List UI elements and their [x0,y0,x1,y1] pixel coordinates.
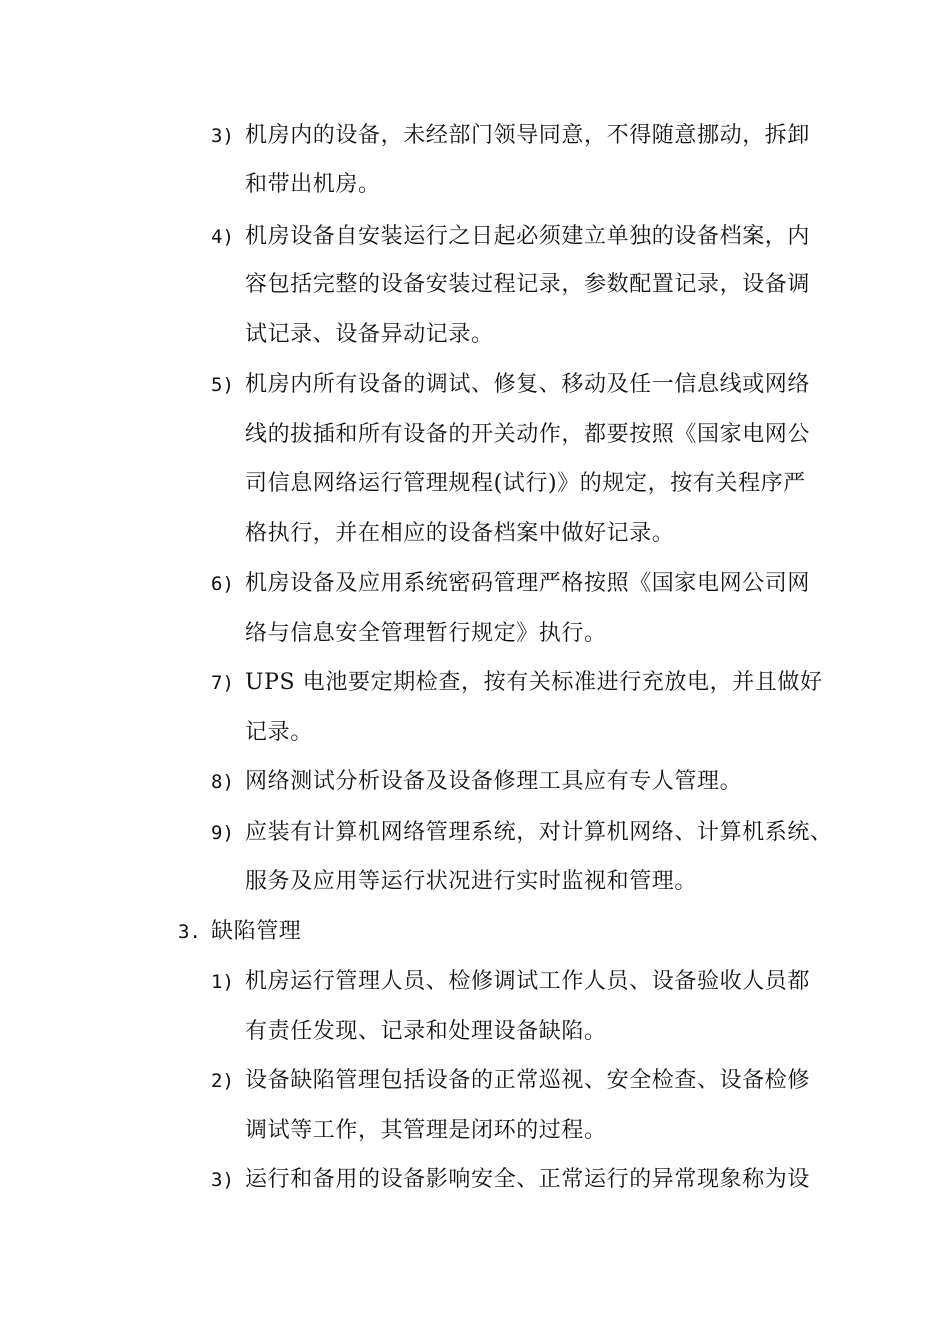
list-marker: 3) [211,1169,234,1191]
paragraph-line: 线的拔插和所有设备的开关动作，都要按照《国家电网公 [245,422,811,447]
paragraph-line: 格执行，并在相应的设备档案中做好记录。 [245,521,675,546]
list-marker: 4) [211,226,234,248]
paragraph-line: 和带出机房。 [245,172,381,197]
paragraph-line: 应装有计算机网络管理系统，对计算机网络、计算机系统、 [245,820,833,845]
paragraph-line: 记录。 [245,720,313,745]
paragraph-line: 有责任发现、记录和处理设备缺陷。 [245,1019,607,1044]
list-marker: 5) [211,374,234,396]
paragraph-line: 调试等工作，其管理是闭环的过程。 [245,1118,607,1143]
paragraph-line: 服务及应用等运行状况进行实时监视和管理。 [245,869,698,894]
list-marker: 7) [211,672,234,694]
list-marker: 2) [211,1070,234,1092]
list-marker: 9) [211,822,234,844]
paragraph-line: 网络测试分析设备及设备修理工具应有专人管理。 [245,769,743,794]
list-marker: 6) [211,573,234,595]
paragraph-line: 机房内所有设备的调试、修复、移动及任一信息线或网络 [245,372,811,397]
paragraph-line: UPS 电池要定期检查，按有关标准进行充放电，并且做好 [245,670,823,695]
paragraph-line: 机房运行管理人员、检修调试工作人员、设备验收人员都 [245,969,811,994]
section-number: 3. [178,921,201,943]
paragraph-line: 机房设备自安装运行之日起必须建立单独的设备档案，内 [245,224,811,249]
paragraph-line: 络与信息安全管理暂行规定》执行。 [245,621,607,646]
list-marker: 3) [211,125,234,147]
paragraph-line: 运行和备用的设备影响安全、正常运行的异常现象称为设 [245,1167,811,1192]
paragraph-line: 司信息网络运行管理规程(试行)》的规定，按有关程序严 [245,471,806,496]
paragraph-line: 容包括完整的设备安装过程记录，参数配置记录，设备调 [245,272,811,297]
list-marker: 8) [211,771,234,793]
paragraph-line: 试记录、设备异动记录。 [245,322,494,347]
paragraph-line: 设备缺陷管理包括设备的正常巡视、安全检查、设备检修 [245,1068,811,1093]
section-title: 缺陷管理 [211,919,302,944]
paragraph-line: 机房内的设备，未经部门领导同意，不得随意挪动，拆卸 [245,123,811,148]
paragraph-line: 机房设备及应用系统密码管理严格按照《国家电网公司网 [245,571,811,596]
list-marker: 1) [211,971,234,993]
